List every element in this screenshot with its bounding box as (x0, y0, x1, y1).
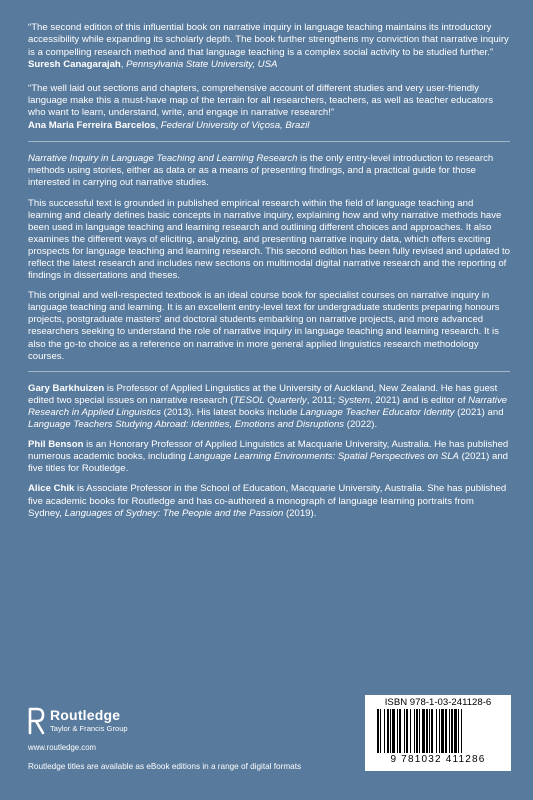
bio-text: is Professor of Applied Linguistics at the University of Auckland, New Zealand. He has guest edited two special issues on narrative research ( (28, 382, 498, 406)
isbn-label: ISBN 978-1-03-241128-6 (384, 697, 492, 708)
divider (28, 141, 510, 142)
informa-tagline: an informa business (455, 763, 509, 769)
barcode-bar (429, 709, 430, 753)
bio-title: Narrative Research in Applied Linguistics (28, 394, 508, 418)
quote-affiliation: Pennsylvania State University, USA (126, 59, 278, 71)
bio-text: is Associate Professor in the School of Education, Macquarie University, Australia. She has published five academic books for Routledge and has co-authored a monograph of language learning portraits from Sydney, (28, 483, 507, 519)
bio-text: (2021) and five titles for Routledge. (28, 451, 509, 475)
routledge-logo (28, 707, 188, 757)
quote-text: “The well laid out sections and chapters, comprehensive account of different studies and very user-friendly language make this a must-have map of the terrain for all researchers, teachers, as well as teacher educators who want to learn, understand, write, and engage in narrative research!” (28, 82, 493, 119)
barcode-digits: 9 781032 411286 (390, 754, 486, 765)
bio-title: System (338, 394, 371, 406)
quote-attribution (28, 120, 510, 132)
bio-text: (2021) and (454, 406, 504, 418)
barcode-bar (416, 709, 418, 753)
bio-text: (2013). His latest books include (160, 406, 301, 418)
barcode-bar (392, 709, 395, 753)
divider (28, 371, 510, 372)
description-paragraph-2: This successful text is grounded in published empirical research within the field of language teaching and learning and clearly defines basic concepts in narrative inquiry, explaining how and why narrative methods have been used in language teaching and learning research and outlining different choices and approaches. It also examines the different ways of eliciting, analyzing, and presenting narrative inquiry data, which offers exciting prospects for language teaching and learning research. This second edition has been fully revised and updated to reflect the latest research and includes new sections on multimodal digital narrative research and the reporting of findings in dissertations and theses. (28, 197, 510, 282)
separator: , (120, 59, 127, 71)
bio-title: TESOL Quarterly (233, 394, 307, 406)
barcode-bar (458, 709, 459, 753)
barcode-bar (441, 709, 444, 753)
quote-text: “The second edition of this influential book on narrative inquiry in language teaching maintains its introductory accessibility while expanding its scholarly depth. The book further strengthens my conviction that narrative inquiry is a compelling research method and that language teaching is a complex social activity to be studied further.” (28, 22, 509, 58)
barcode-bar (380, 709, 381, 753)
barcode-bar (410, 709, 411, 753)
routledge-r-icon (28, 707, 46, 735)
bio-text: (2019). (283, 507, 317, 519)
barcode-bar (397, 709, 398, 753)
barcode-bar (439, 709, 440, 753)
description-text: is the only entry-level introduction to research methods using stories, either as data or as a means of presenting findings, and a practical guide for those interested in carrying out narrative studies. (28, 153, 494, 189)
quote-affiliation: Federal University of Viçosa, Brazil (160, 119, 310, 131)
barcode-bar (445, 709, 447, 753)
bio-gary-barkhuizen (28, 383, 510, 431)
barcode-bar (426, 709, 428, 753)
barcode-bar (404, 709, 405, 753)
description-paragraph-1 (28, 153, 510, 189)
barcode-bar (406, 709, 408, 753)
barcode-bar (431, 709, 433, 753)
bio-text: (2022). (344, 419, 378, 431)
barcode-bar (377, 709, 379, 753)
quote-1 (28, 22, 510, 72)
author-name: Phil Benson (28, 439, 84, 451)
publisher-website: www.routledge.com (28, 743, 97, 752)
barcode-bar (461, 709, 462, 753)
quote-2 (28, 83, 510, 133)
barcode-bar (454, 709, 457, 753)
bio-title: Language Teachers Studying Abroad: Identities, Emotions and Disruptions (28, 419, 345, 431)
quote-attribution (28, 59, 510, 71)
barcode-bar (387, 709, 389, 753)
bio-text: , 2021) and is editor of (370, 394, 469, 406)
bio-text: , 2011; (306, 394, 339, 406)
bio-title: Language Teacher Educator Identity (300, 406, 455, 418)
publisher-name: Routledge (50, 707, 121, 723)
ebook-note: Routledge titles are available as eBook editions in a range of digital formats (28, 762, 302, 771)
barcode-bar (399, 709, 401, 753)
barcode-bar (390, 709, 391, 753)
barcode-bar (414, 709, 415, 753)
cover-content (28, 22, 510, 528)
bio-text: is an Honorary Professor of Applied Linguistics at Macquarie University, Australia. He has published numerous academic books, including (28, 439, 509, 463)
barcode-bar (419, 709, 420, 753)
bio-title: Language Learning Environments: Spatial Perspectives on SLA (188, 451, 459, 463)
quote-author: Suresh Canagarajah (28, 59, 121, 71)
barcode-bar (449, 709, 450, 753)
book-title: Narrative Inquiry in Language Teaching and Learning Research (28, 153, 298, 165)
barcode-bar (422, 709, 425, 753)
author-name: Gary Barkhuizen (28, 382, 105, 394)
barcode-bar (384, 709, 385, 753)
bio-title: Languages of Sydney: The People and the Passion (64, 507, 284, 519)
barcode (365, 695, 511, 771)
barcode-bars (377, 709, 499, 753)
barcode-bar (451, 709, 453, 753)
separator: , (155, 119, 161, 131)
bio-phil-benson (28, 439, 510, 475)
description-paragraph-3: This original and well-respected textbook is an ideal course book for specialist courses on narrative inquiry in language teaching and learning. It is an excellent entry-level text for undergraduate students preparing honours projects, postgraduate masters' and doctoral students embarking on narrative projects, and more advanced researchers seeking to understand the role of narrative inquiry in language teaching and learning research. It is also the go-to choice as a reference on narrative in more general applied linguistics research methodology courses. (28, 290, 500, 362)
bio-alice-chik (28, 483, 510, 519)
quote-author: Ana Maria Ferreira Barcelos (28, 119, 156, 131)
author-name: Alice Chik (28, 483, 75, 495)
publisher-group: Taylor & Francis Group (50, 724, 128, 733)
barcode-bar (436, 709, 437, 753)
